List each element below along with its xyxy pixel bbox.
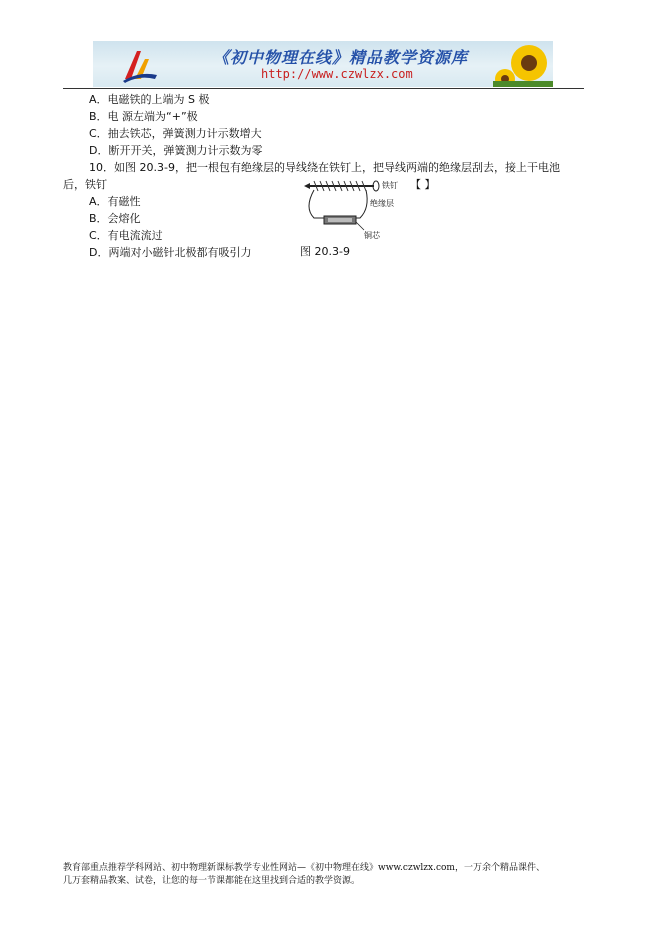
label-insulation: 绝缘层: [370, 199, 394, 208]
q9-option-c: C．抽去铁芯，弹簧测力计示数增大: [89, 127, 262, 140]
q9-option-d: D．断开开关，弹簧测力计示数为零: [89, 144, 263, 157]
banner-title: 《初中物理在线》精品教学资源库: [213, 48, 469, 67]
header-banner: [93, 41, 553, 87]
q10-stem-line2: 后，铁钉: [63, 178, 107, 191]
answer-bracket: 【 】: [410, 178, 436, 191]
q10-option-d: D．两端对小磁针北极都有吸引力: [89, 246, 252, 259]
sunflower-icon: [493, 41, 553, 87]
header-divider: [63, 88, 584, 89]
q10-stem-line1: 10．如图 20.3-9，把一根包有绝缘层的导线绕在铁钉上，把导线两端的绝缘层刮去，接上干电池: [89, 161, 560, 174]
footer-line1: 教育部重点推荐学科网站、初中物理新课标教学专业性网站—《初中物理在线》www.czwlzx.com，一万余个精品课件、: [63, 863, 545, 873]
q10-option-b: B．会熔化: [89, 212, 141, 225]
q9-option-b: B．电 源左端为“+”极: [89, 110, 198, 123]
figure-caption: 图 20.3-9: [300, 245, 350, 258]
banner-url: http://www.czwlzx.com: [261, 67, 413, 81]
q10-option-c: C．有电流流过: [89, 229, 163, 242]
site-logo-icon: [119, 45, 159, 85]
footer-line2: 几万套精品教案、试卷，让您的每一节课都能在这里找到合适的教学资源。: [63, 876, 361, 886]
label-nail: 铁钉: [382, 181, 398, 190]
figure-nail-coil: [300, 178, 400, 244]
label-core: 铜芯: [364, 231, 380, 240]
q10-option-a: A．有磁性: [89, 195, 141, 208]
q9-option-a: A．电磁铁的上端为 S 极: [89, 93, 210, 106]
page-footer: [63, 862, 603, 888]
